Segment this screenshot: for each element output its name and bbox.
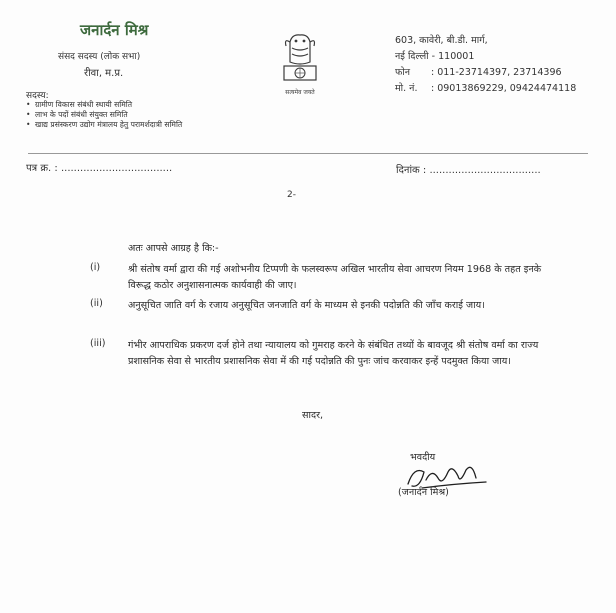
reference-number: पत्र क्र. : ................................... bbox=[26, 163, 173, 174]
designation: संसद सदस्य (लोक सभा) bbox=[58, 52, 141, 62]
mp-name: जनार्दन मिश्र bbox=[80, 21, 149, 39]
mobile-number: : 09013869229, 09424474118 bbox=[431, 83, 577, 94]
mobile-label: मो. नं. bbox=[395, 83, 418, 94]
phone-label: फोन bbox=[395, 67, 411, 78]
committee-item: • ग्रामीण विकास संबंधी स्थायी समिति bbox=[26, 100, 216, 110]
mobile-row bbox=[395, 81, 576, 97]
address-line: नई दिल्ली - 110001 bbox=[395, 51, 475, 62]
committee-list bbox=[26, 100, 216, 130]
phone-number: : 011-23714397, 23714396 bbox=[431, 67, 562, 78]
national-emblem-icon bbox=[272, 32, 328, 110]
closing-text: सादर, bbox=[302, 410, 324, 421]
phone-row bbox=[395, 65, 576, 81]
committee-label: सदस्य: bbox=[26, 91, 49, 101]
place: रीवा, म.प्र. bbox=[84, 68, 124, 79]
emblem-caption: सत्यमेव जयते bbox=[285, 89, 315, 96]
point-number: (ii) bbox=[90, 298, 103, 309]
committee-item: • लाभ के पदों संबंधी संयुक्त समिति bbox=[26, 110, 216, 120]
signatory-name: (जनार्दन मिश्र) bbox=[398, 487, 449, 498]
header-divider bbox=[28, 153, 588, 154]
point-text: गंभीर आपराधिक प्रकरण दर्ज होने तथा न्यायालय को गुमराह करने के संबंधित तथ्यों के बावजूद श्री संतोष वर्मा का राज्य प्रशासनिक सेवा से भारतीय प्रशासनिक सेवा में की गई पदोन्नति की पुनः जांच करवाकर इन्हें पदमुक्त किया जाय। bbox=[128, 340, 539, 367]
point-text: अनुसूचित जाति वर्ग के रजाय अनुसूचित जनजाति वर्ग के माध्यम से इनकी पदोन्नति की जाँच कराई जाय। bbox=[128, 300, 485, 311]
point-number: (iii) bbox=[90, 338, 106, 349]
date-field: दिनांक : ................................... bbox=[396, 165, 541, 176]
address-line: 603, कावेरी, बी.डी. मार्ग, bbox=[395, 35, 488, 46]
intro-text: अतः आपसे आग्रह है कि:- bbox=[128, 243, 219, 254]
point-text: श्री संतोष वर्मा द्वारा की गई अशोभनीय टिप्पणी के फलस्वरूप अखिल भारतीय सेवा आचरण नियम 1968 के तहत इनके विरूद्ध कठोर अनुशासनात्मक कार्यवाही की जाए। bbox=[128, 264, 542, 291]
page-number: 2- bbox=[287, 190, 296, 200]
address-block bbox=[395, 33, 576, 97]
committee-item: • खाद्य प्रसंस्करण उद्योग मंत्रालय हेतु परामर्शदात्री समिति bbox=[26, 120, 216, 130]
point-number: (i) bbox=[90, 262, 101, 273]
salutation: भवदीय bbox=[410, 452, 436, 463]
